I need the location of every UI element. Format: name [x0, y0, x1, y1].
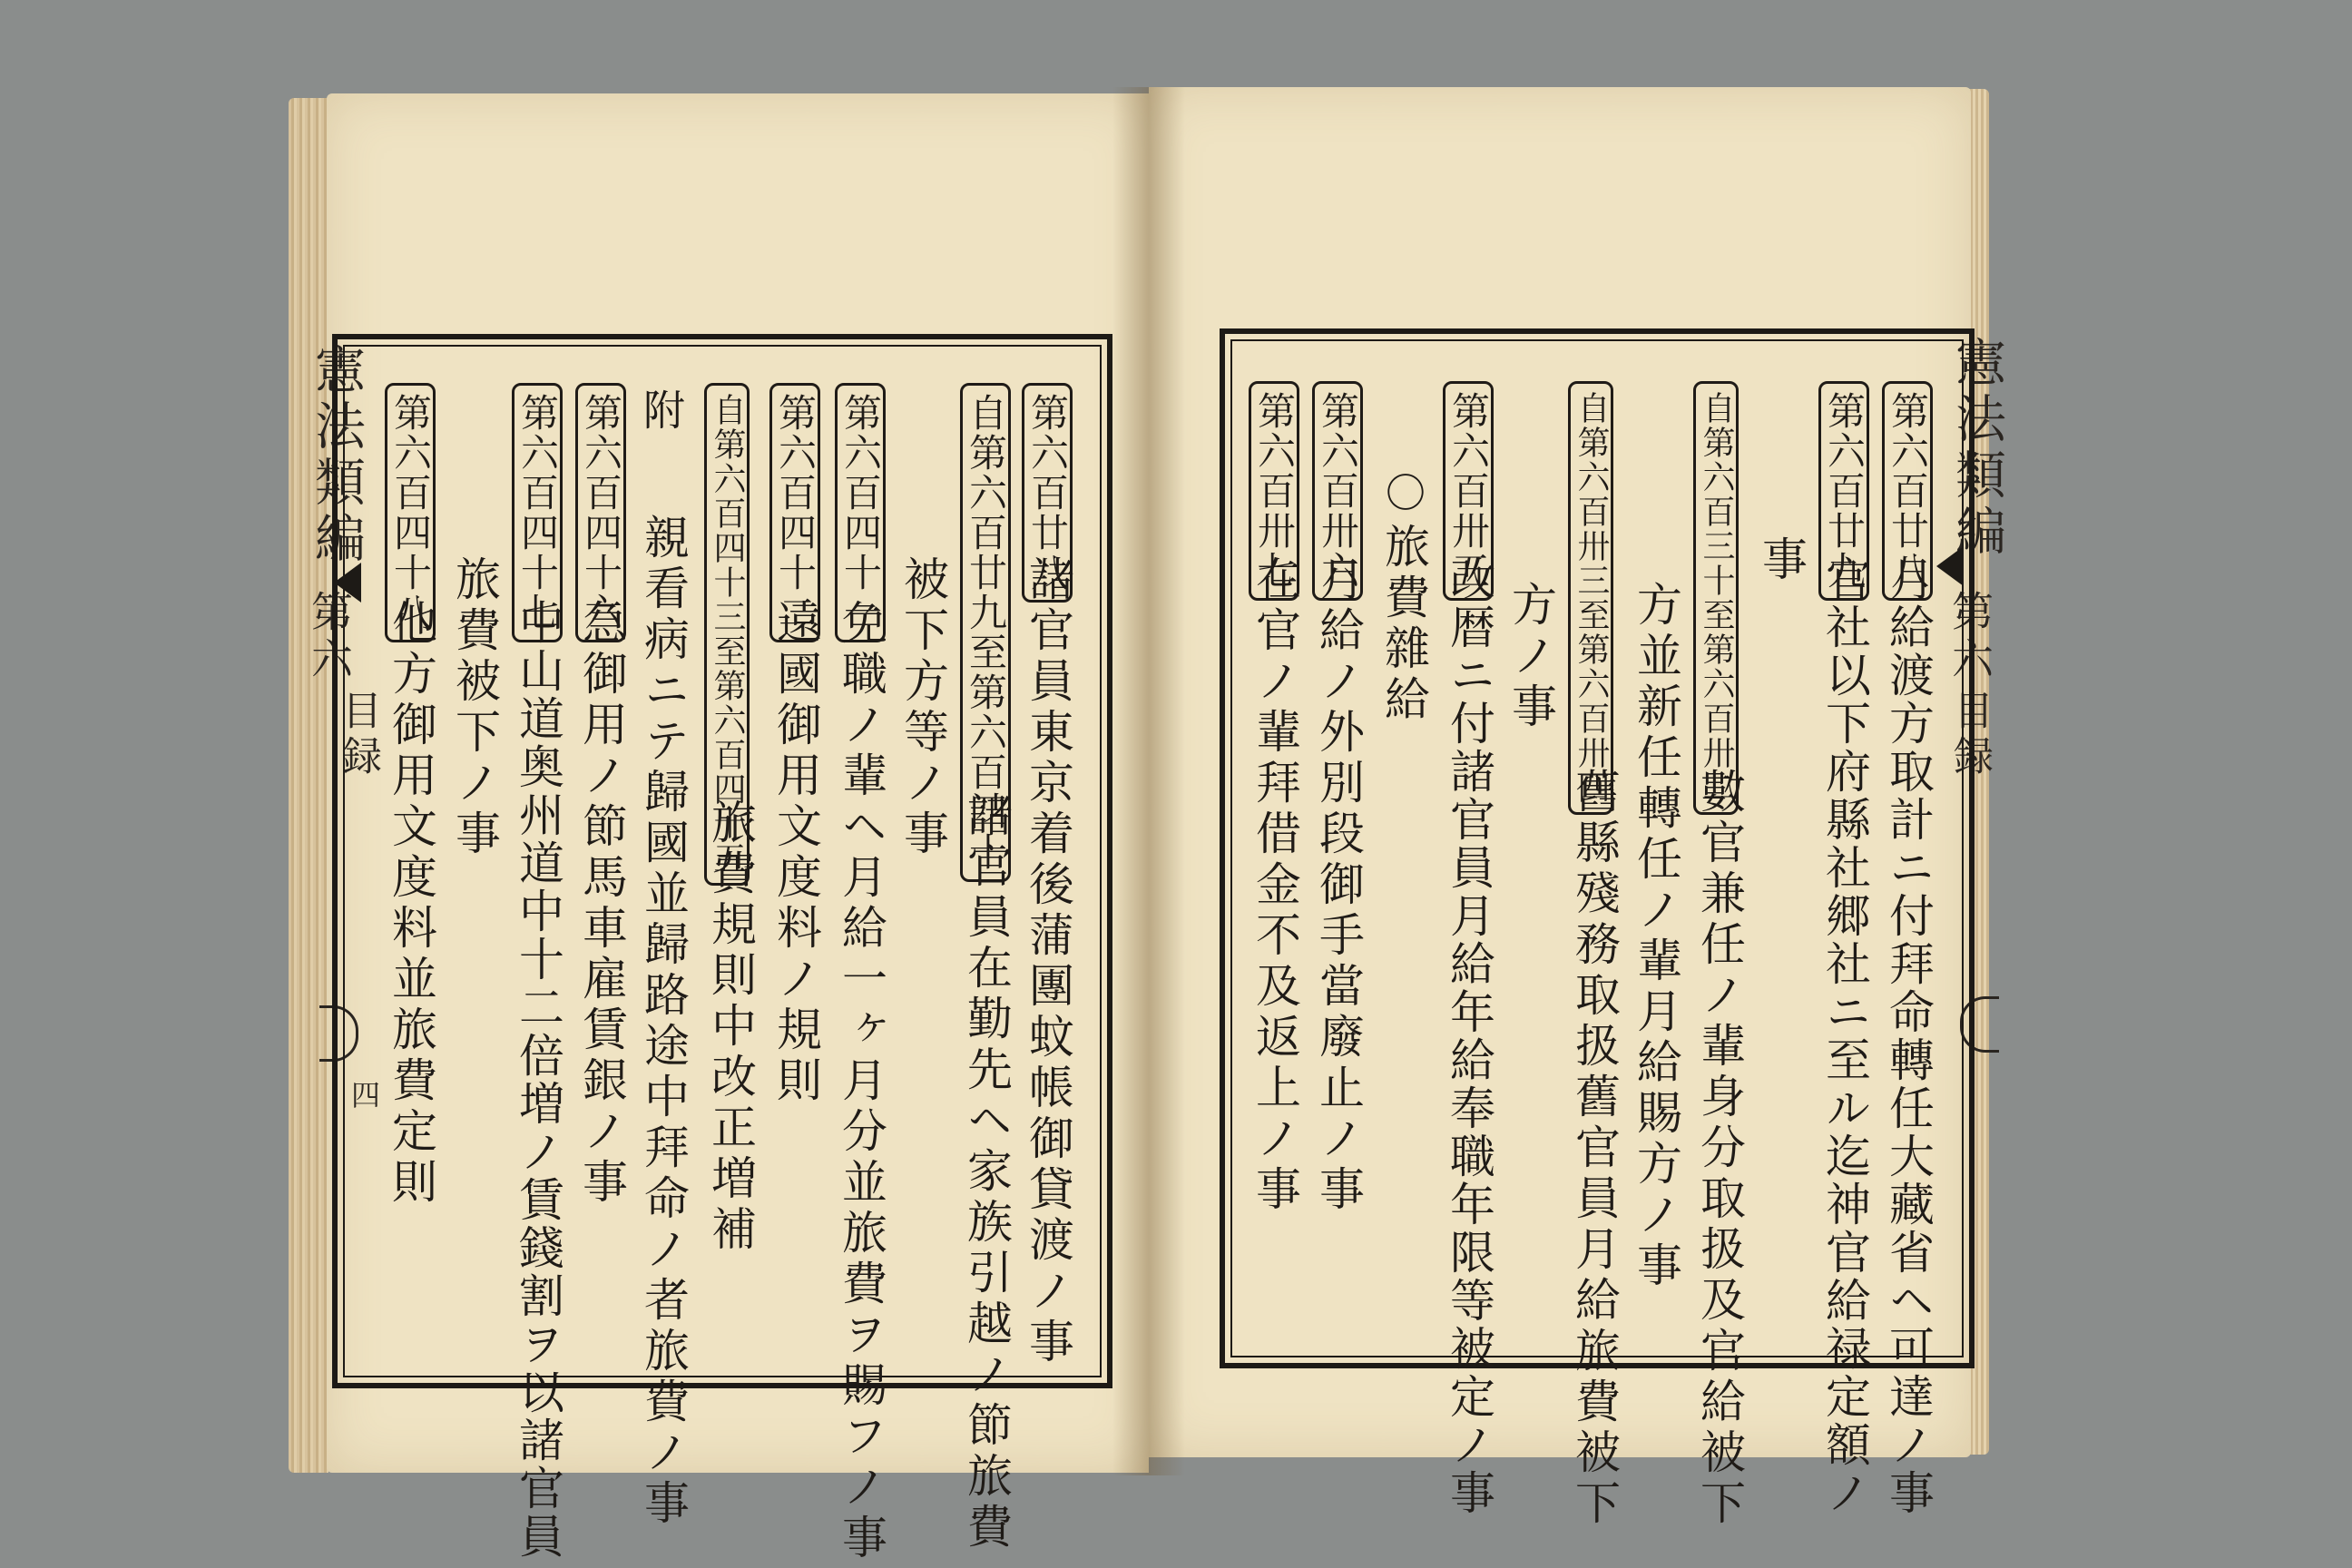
right-entry-head-4: 自第六百卅三至第六百卅四: [1568, 381, 1613, 815]
right-entry-text-2b: 事: [1755, 535, 1808, 586]
right-entry-text-4a: 舊縣殘務取扱舊官員月給旅費被下: [1568, 768, 1621, 1530]
left-entry-text-8b: 旅費被下ノ事: [448, 555, 501, 860]
left-entry-text-9: 他方御用文度料並旅費定則: [385, 599, 437, 1209]
left-entry-head-2: 自第六百廿九至第六百四十: [960, 383, 1011, 882]
left-spine-suffix: 目録: [335, 690, 381, 780]
left-entry-head-7: 第六百四十六: [575, 383, 626, 642]
left-entry-text-2a: 諸官員在勤先ヘ家族引越ノ節旅費: [960, 791, 1013, 1553]
left-entry-head-5: 自第六百四十三至第六百四十五: [704, 383, 750, 886]
left-entry-head-8: 第六百四十七: [512, 383, 563, 642]
right-spine-title: 憲法類編: [1947, 336, 2006, 561]
left-entry-head-6: 附: [637, 388, 686, 436]
left-entry-text-8a: 中山道奥州道中十二倍増ノ賃錢割ヲ以諸官員: [512, 599, 564, 1561]
right-entry-head-6: 〇: [1378, 472, 1425, 517]
right-entry-head-5: 第六百卅五: [1443, 381, 1494, 601]
right-entry-head-7: 第六百卅六: [1312, 381, 1363, 601]
right-entry-text-7: 月給ノ外別段御手當廢止ノ事: [1312, 555, 1365, 1216]
right-entry-text-4b: 方ノ事: [1504, 581, 1557, 733]
left-entry-text-1: 諸官員東京着後蒲團蚊帳御貸渡ノ事: [1022, 555, 1074, 1368]
right-entry-head-2: 第六百廿九: [1818, 381, 1869, 601]
right-entry-text-2a: 官社以下府縣社郷社ニ至ル迄神官給禄定額ノ: [1818, 555, 1871, 1517]
right-entry-text-6: 旅費雜給: [1377, 523, 1430, 726]
right-entry-text-5: 改暦ニ付諸官員月給年給奉職年限等被定ノ事: [1443, 555, 1495, 1517]
right-entry-head-8: 第六百卅七: [1249, 381, 1299, 601]
right-entry-text-1: 月給渡方取計ニ付拜命轉任大藏省ヘ可達ノ事: [1882, 555, 1935, 1517]
left-entry-head-4: 第六百四十二: [769, 383, 820, 642]
right-spine-section: 第六: [1945, 590, 1994, 684]
left-entry-text-6: 親看病ニテ歸國並歸路途中拜命ノ者旅費ノ事: [637, 514, 690, 1530]
left-entry-text-7: 急御用ノ節馬車雇賃銀ノ事: [575, 599, 628, 1209]
right-entry-text-3a: 數官兼任ノ輩身分取扱及官給被下: [1693, 768, 1746, 1530]
left-spine-title: 憲法類編: [307, 343, 366, 568]
right-entry-head-3: 自第六百三十至第六百卅二: [1693, 381, 1739, 815]
left-folio: 四: [347, 1080, 381, 1109]
left-spine-section: 第六: [305, 590, 354, 684]
left-entry-text-5: 旅費規則中改正増補: [704, 799, 757, 1256]
left-entry-text-3: 免職ノ輩ヘ月給一ヶ月分並旅費ヲ賜フノ事: [835, 599, 887, 1564]
right-entry-text-3b: 方並新任轉任ノ輩月給賜方ノ事: [1630, 581, 1682, 1292]
left-entry-head-3: 第六百四十一: [835, 383, 886, 642]
left-entry-head-9: 第六百四十八: [385, 383, 436, 642]
left-page-edges: [289, 98, 328, 1473]
left-entry-text-2b: 被下方等ノ事: [897, 555, 949, 860]
left-entry-text-4: 遠國御用文度料ノ規則: [769, 599, 822, 1107]
right-entry-head-1: 第六百廿八: [1882, 381, 1933, 601]
right-spine-suffix: 目録: [1946, 690, 1993, 780]
right-entry-text-8: 在官ノ輩拜借金不及返上ノ事: [1249, 555, 1301, 1216]
book-gutter: [1112, 87, 1185, 1475]
left-entry-head-1: 第六百廿八: [1022, 383, 1073, 603]
